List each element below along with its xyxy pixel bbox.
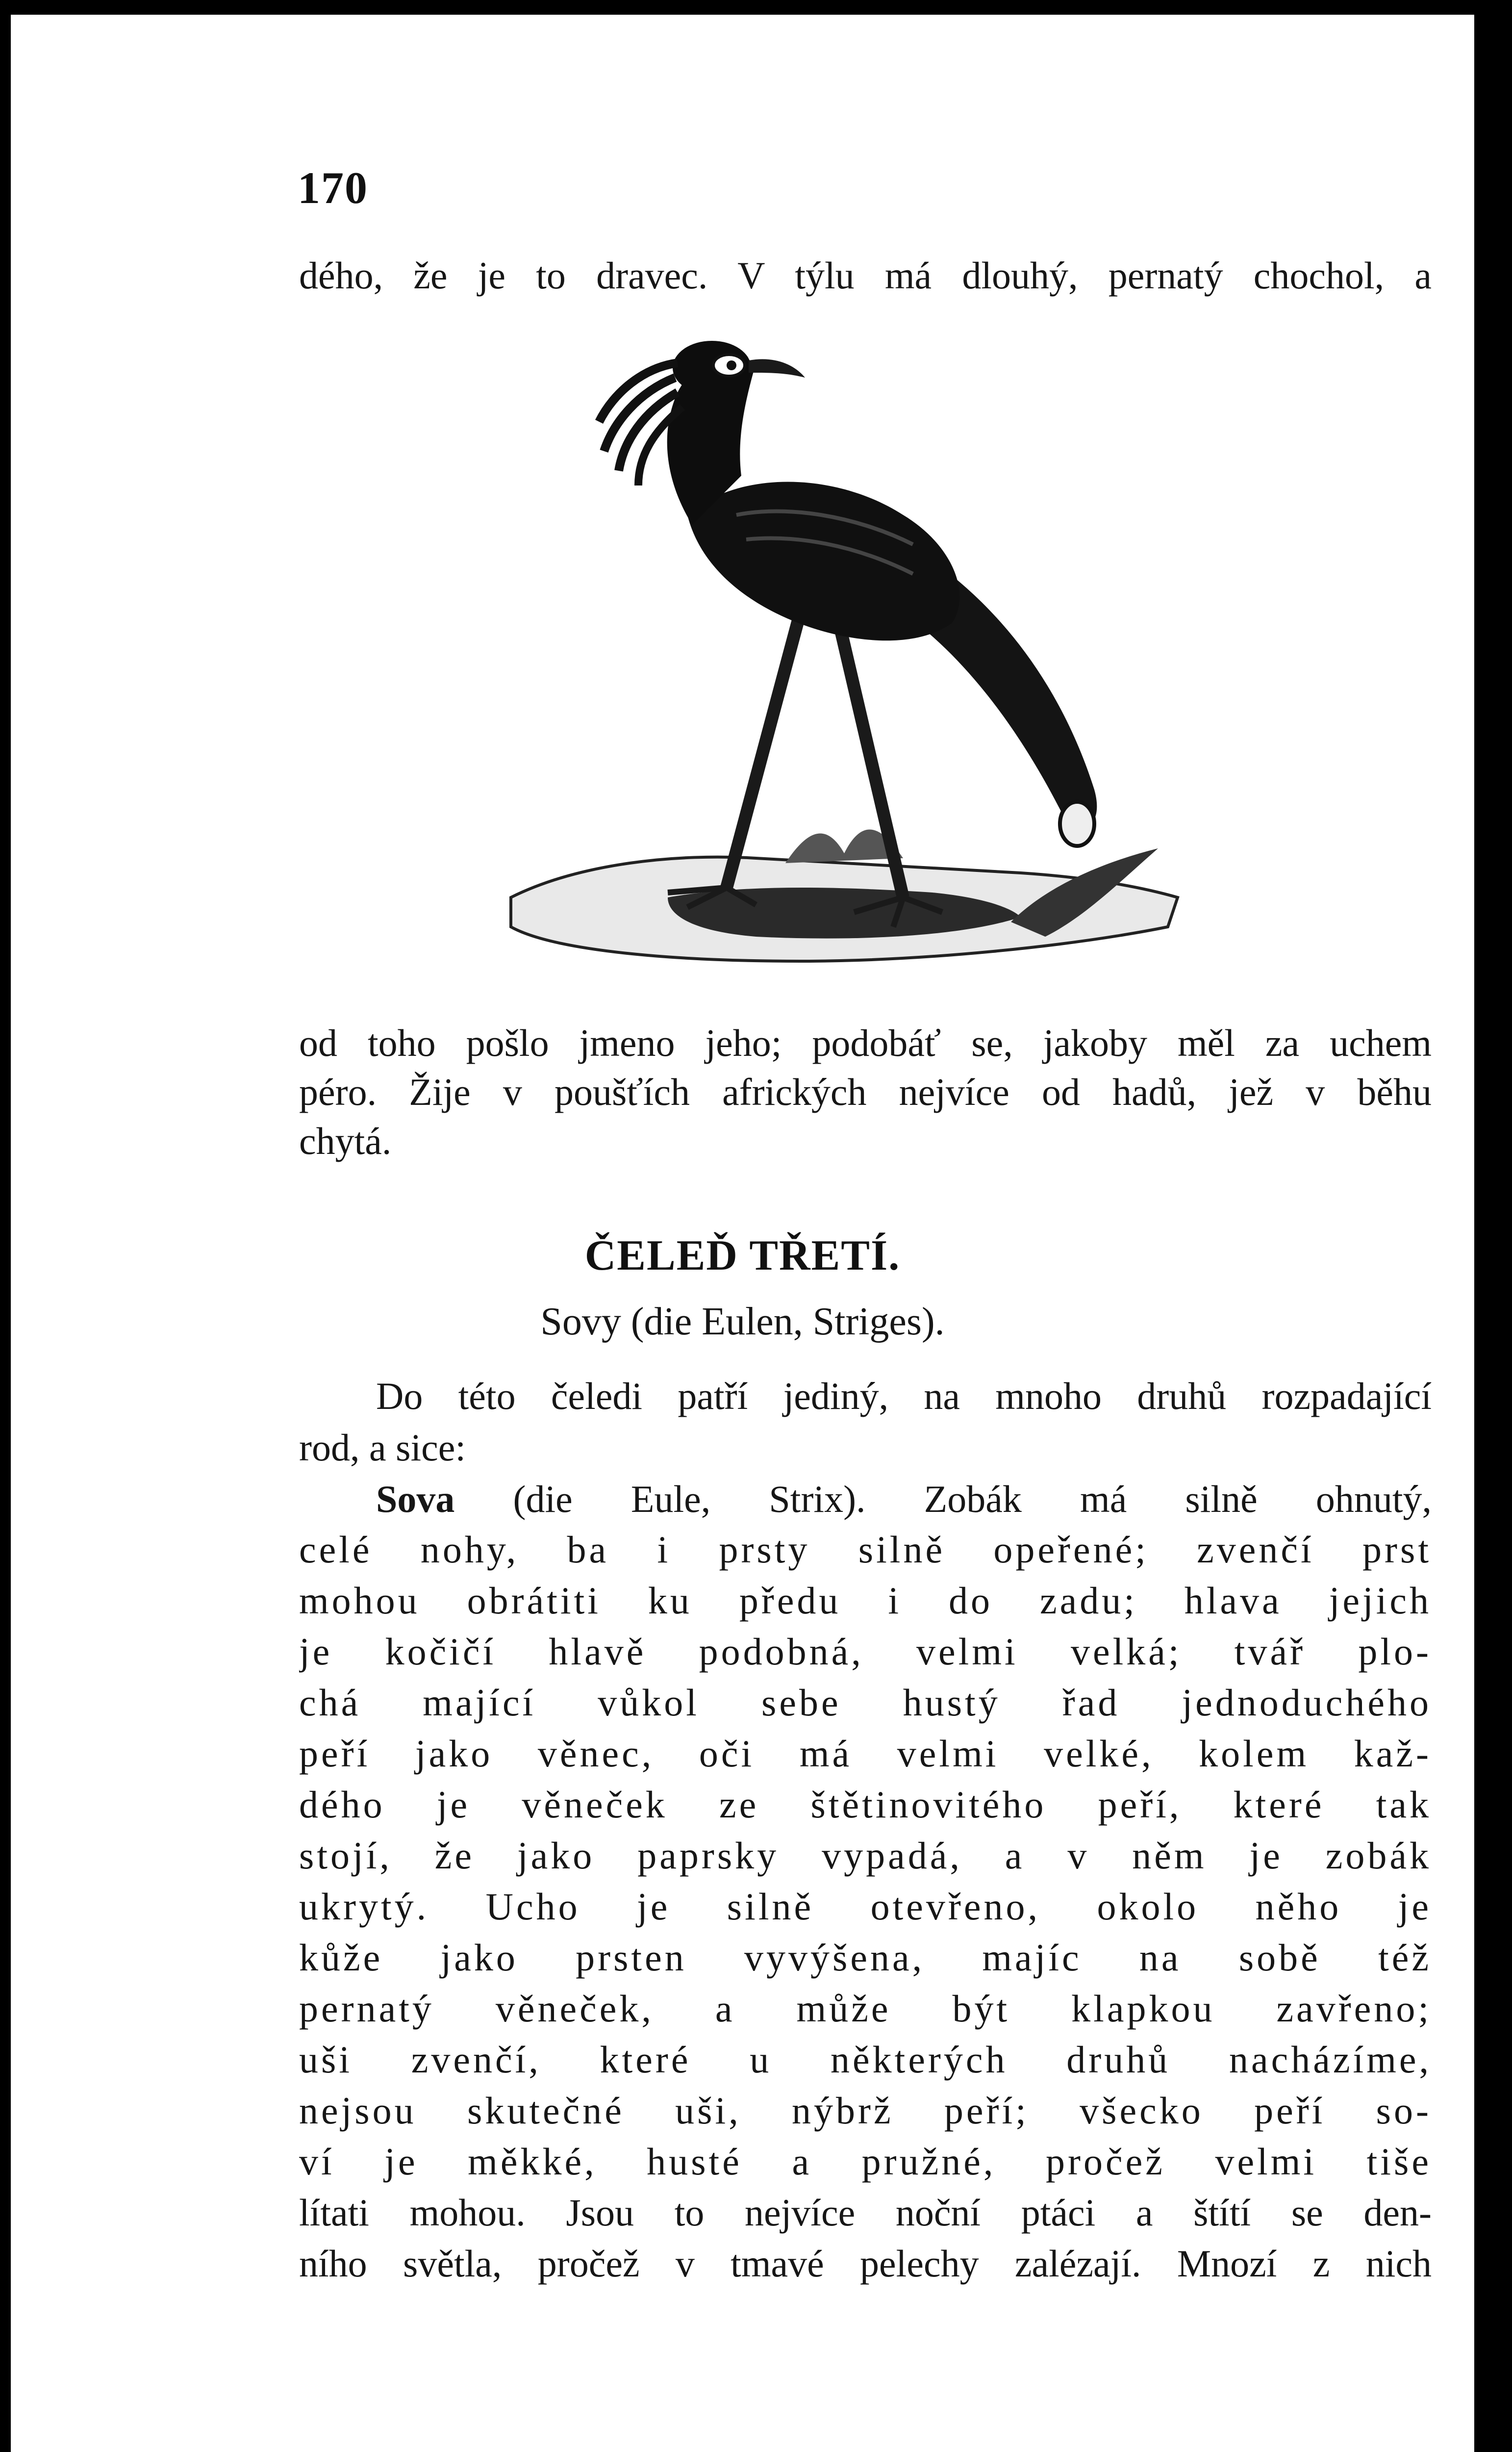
text-line: ního světla, pročež v tmavé pelechy zalézají. Mnozí z nich [299, 2242, 1432, 2285]
secretary-bird-illustration [481, 309, 1217, 1015]
term-sova: Sova [376, 1478, 455, 1520]
text-line: od toho pošlo jmeno jeho; podobáť se, jakoby měl za uchem [299, 1022, 1432, 1064]
section-heading: ČELEĎ TŘETÍ. [584, 1232, 901, 1279]
section-subheading: Sovy (die Eulen, Striges). [540, 1300, 945, 1343]
text-line: chá mající vůkol sebe hustý řad jednoduchého [299, 1681, 1432, 1724]
text-line: mohou obrátiti ku předu i do zadu; hlava jejich [299, 1579, 1432, 1622]
paragraph-lead-line [376, 1474, 1432, 1525]
text-line: celé nohy, ba i prsty silně opeřené; zvenčí prst [299, 1528, 1432, 1571]
text-line: kůže jako prsten vyvýšena, majíc na sobě též [299, 1936, 1432, 1979]
text-line: chytá. [299, 1120, 392, 1162]
text-line: pernatý věneček, a může být klapkou zavřeno; [299, 1987, 1432, 2030]
text-line: péro. Žije v poušťích afrických nejvíce od hadů, jež v běhu [299, 1071, 1432, 1113]
text-line: dého je věneček ze štětinovitého peří, které tak [299, 1783, 1432, 1826]
text-line: dého, že je to dravec. V týlu má dlouhý, pernatý chochol, a [299, 254, 1432, 297]
text-line: stojí, že jako paprsky vypadá, a v něm je zobák [299, 1834, 1432, 1877]
page-number: 170 [298, 163, 368, 213]
text-line: ukrytý. Ucho je silně otevřeno, okolo něho je [299, 1885, 1432, 1928]
text-line: rod, a sice: [299, 1426, 466, 1469]
text-line: peří jako věnec, oči má velmi velké, kolem kaž- [299, 1732, 1432, 1775]
text-line: nejsou skutečné uši, nýbrž peří; všecko peří so- [299, 2089, 1432, 2132]
book-page [11, 15, 1474, 2452]
text-line: ví je měkké, husté a pružné, pročež velmi tiše [299, 2140, 1432, 2183]
text-line: lítati mohou. Jsou to nejvíce noční ptáci a štítí se den- [299, 2191, 1432, 2234]
text-line: je kočičí hlavě podobná, velmi velká; tvář plo- [299, 1630, 1432, 1673]
text-line: Do této čeledi patří jediný, na mnoho druhů rozpadající [376, 1375, 1432, 1417]
lead-line-rest: (die Eule, Strix). Zobák má silně ohnutý, [454, 1478, 1432, 1520]
text-line: uši zvenčí, které u některých druhů nacházíme, [299, 2038, 1432, 2081]
